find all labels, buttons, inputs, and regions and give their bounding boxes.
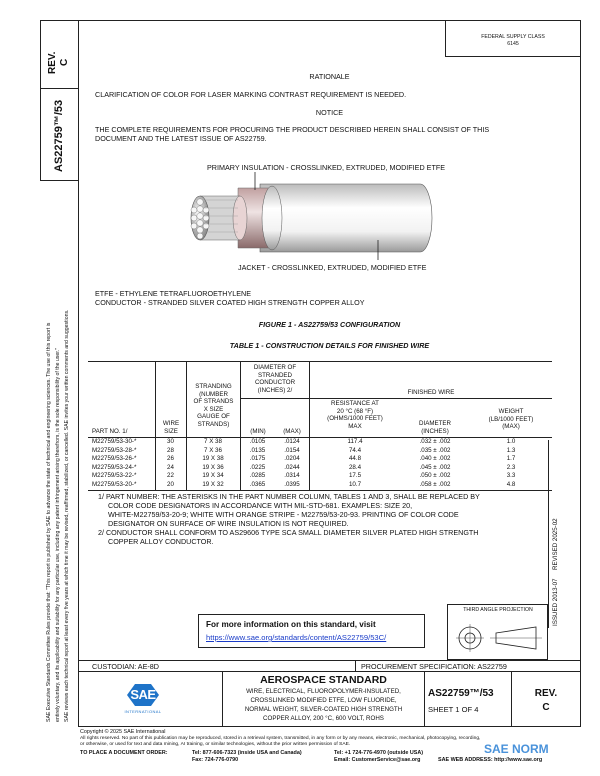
titleblock-row-rule (78, 671, 581, 672)
jacket-label: JACKET - CROSSLINKED, EXTRUDED, MODIFIED ETFE (238, 263, 427, 272)
cell-wire-size: 28 (167, 446, 174, 454)
cell-dia-min: .0285 (249, 472, 266, 480)
notice-line-2: DOCUMENT AND THE LATEST ISSUE OF AS22759. (95, 134, 267, 143)
side-rev-label: REV. (47, 51, 58, 74)
cell-dia-max: .0244 (284, 463, 300, 471)
note-1-line-1: 1/ PART NUMBER: THE ASTERISKS IN THE PART NUMBER COLUMN, TABLES 1 AND 3, SHALL BE REPLACED BY (98, 492, 480, 501)
cell-part-no: M22759/53-20-* (92, 481, 137, 488)
order-tel-intl: Tel: +1 724-776-4970 (outside USA) (334, 750, 424, 756)
issued-date: ISSUED 2013-07 (552, 578, 559, 626)
disclaimer-line-1: SAE Executive Standards Committee Rules provide that: "This report is published by SAE to advance the state of technical and engineering sciences. The use of this report is (46, 322, 52, 722)
table-bottom-rule (88, 490, 552, 491)
note-1-line-2: COLOR CODE DESIGNATORS IN ACCORDANCE WITH MIL-STD-681. EXAMPLES: SIZE 20, (108, 501, 413, 510)
projection-label: THIRD ANGLE PROJECTION (463, 607, 533, 613)
rationale-heading: RATIONALE (309, 72, 350, 81)
cell-wire-size: 22 (167, 472, 174, 480)
cell-weight: 1.7 (506, 455, 516, 463)
cell-weight: 1.0 (506, 438, 516, 445)
hdr-resistance: RESISTANCE AT 20 °C (68 °F) (OHMS/1000 FEET) MAX (327, 400, 383, 430)
sae-logo-text: SAE (130, 687, 156, 702)
disclaimer-line-2: entirely voluntary, and its applicability and suitability for any particular use, including any patent infringement arising therefrom, is the sole responsibility of the user." (55, 348, 61, 722)
frame-top-border (78, 20, 581, 21)
cell-wire-size: 20 (167, 481, 174, 488)
cell-dia-min: .0135 (249, 446, 266, 454)
sheet-number: SHEET 1 OF 4 (428, 705, 479, 714)
table-caption: TABLE 1 - CONSTRUCTION DETAILS FOR FINISHED WIRE (229, 341, 430, 350)
cell-diameter: .035 ± .002 (419, 446, 451, 454)
standard-type: AEROSPACE STANDARD (260, 674, 387, 686)
titleblock-right (580, 660, 581, 727)
cell-stranding: 19 X 32 (202, 481, 224, 488)
cell-stranding: 7 X 36 (204, 446, 222, 454)
etfe-definition: ETFE - ETHYLENE TETRAFLUOROETHYLENE (95, 289, 252, 298)
procurement-spec: PROCUREMENT SPECIFICATION: AS22759 (361, 662, 507, 671)
cell-wire-size: 24 (167, 463, 174, 471)
third-angle-projection-icon (450, 618, 546, 656)
cell-part-no: M22759/53-24-* (92, 463, 137, 471)
figure-caption: FIGURE 1 - AS22759/53 CONFIGURATION (258, 320, 401, 329)
table-row (88, 481, 552, 490)
cell-resistance: 10.7 (348, 481, 362, 488)
sae-logo-subtext: INTERNATIONAL (124, 709, 162, 714)
hdr-stranding: STRANDING (NUMBER OF STRANDS X SIZE GAUGE OF STRANDS) (193, 383, 234, 428)
note-2-line-1: 2/ CONDUCTOR SHALL CONFORM TO AS29606 TYPE SCA SMALL DIAMETER SILVER PLATED HIGH STRENGTH (98, 528, 479, 537)
cell-resistance: 117.4 (347, 438, 363, 445)
table-hline-finished (310, 398, 552, 399)
hdr-wire-size: WIRE SIZE (162, 420, 180, 435)
rev-box-divider (40, 88, 78, 89)
supply-class-line2: 6145 (507, 41, 519, 47)
watermark-text: SAE NORM (484, 742, 549, 756)
note-1-line-3: WHITE-M22759/53-20-9; WHITE WITH ORANGE STRIPE - M22759/53-20-93. PRINTING OF COLOR CODE (108, 510, 459, 519)
hdr-max: (MAX) (283, 428, 301, 435)
cell-resistance: 17.5 (348, 472, 362, 480)
rationale-text: CLARIFICATION OF COLOR FOR LASER MARKING CONTRAST REQUIREMENT IS NEEDED. (95, 90, 407, 99)
cell-stranding: 7 X 38 (204, 438, 222, 445)
hdr-min: (MIN) (250, 428, 266, 435)
document-title: WIRE, ELECTRICAL, FLUOROPOLYMER-INSULATED, CROSSLINKED MODIFIED ETFE, LOW FLUORIDE, NORMAL WEIGHT, SILVER-COATED HIGH STRENGTH COPPER ALLOY, 200 °C, 600 VOLT, ROHS (244, 688, 403, 722)
hdr-weight: WEIGHT (LB/1000 FEET) (MAX) (488, 408, 534, 430)
notice-heading: NOTICE (315, 108, 344, 117)
cell-stranding: 19 X 34 (202, 472, 224, 480)
info-heading: For more information on this standard, visit (206, 620, 376, 629)
standard-url-link[interactable]: https://www.sae.org/standards/content/AS22759/53C/ (206, 633, 387, 642)
order-email[interactable]: Email: CustomerService@sae.org (334, 757, 421, 763)
notice-line-1: THE COMPLETE REQUIREMENTS FOR PROCURING THE PRODUCT DESCRIBED HEREIN SHALL CONSIST OF THIS (95, 125, 490, 134)
cell-resistance: 44.8 (348, 455, 362, 463)
primary-insulation-label: PRIMARY INSULATION - CROSSLINKED, EXTRUDED, MODIFIED ETFE (207, 163, 446, 172)
rights-line-2: or otherwise, or used for text and data mining, AI training, or similar technologies, without the prior written permission of SAE. (80, 742, 351, 747)
titleblock-rev-label: REV. (534, 688, 558, 699)
disclaimer-line-3: SAE reviews each technical report at least every five years at which time it may be revised, reaffirmed, stabilized, or cancelled. SAE invites your written comments and suggestions. (64, 309, 70, 722)
conductor-definition: CONDUCTOR - STRANDED SILVER COATED HIGH STRENGTH COPPER ALLOY (95, 298, 365, 307)
table-row (88, 447, 552, 456)
cell-dia-max: .0395 (284, 481, 300, 488)
custodian: CUSTODIAN: AE-8D (92, 662, 159, 671)
cell-diameter: .058 ± .002 (419, 481, 451, 488)
cell-diameter: .050 ± .002 (419, 472, 451, 480)
revised-date: REVISED 2025-02 (552, 518, 559, 570)
cell-dia-min: .0105 (249, 438, 266, 445)
table-row (88, 464, 552, 473)
cell-wire-size: 26 (167, 455, 174, 463)
cell-dia-min: .0175 (249, 455, 266, 463)
side-rev-value: C (59, 58, 70, 66)
cell-wire-size: 30 (167, 438, 174, 445)
cell-part-no: M22759/53-26-* (92, 455, 137, 463)
cell-weight: 2.3 (506, 463, 516, 471)
cell-resistance: 74.4 (348, 446, 362, 454)
cell-part-no: M22759/53-28-* (92, 446, 137, 454)
cell-diameter: .045 ± .002 (419, 463, 451, 471)
cell-stranding: 19 X 38 (202, 455, 224, 463)
note-1-line-4: DESIGNATOR ON SURFACE OF WIRE INSULATION IS NOT REQUIRED. (108, 519, 349, 528)
frame-right-border (580, 20, 581, 660)
rights-line-1: All rights reserved. No part of this publication may be reproduced, stored in a retrieval system, transmitted, in any form or by any means, electronic, mechanical, photocopying, recording, (80, 736, 481, 741)
cell-part-no: M22759/53-22-* (92, 472, 137, 480)
supply-class-line1: FEDERAL SUPPLY CLASS (481, 34, 545, 40)
cell-dia-min: .0365 (249, 481, 266, 488)
cell-resistance: 28.4 (348, 463, 362, 471)
titleblock-bottom (78, 726, 581, 727)
docnum-box-bottom (40, 180, 78, 181)
table-top-rule (88, 361, 552, 362)
cell-dia-max: .0204 (284, 455, 300, 463)
hdr-finished-wire: FINISHED WIRE (407, 389, 455, 396)
copyright: Copyright © 2025 SAE International (80, 729, 166, 735)
cell-weight: 1.3 (506, 446, 516, 454)
sae-web-address[interactable]: SAE WEB ADDRESS: http://www.sae.org (438, 757, 543, 763)
hdr-diameter-inches: DIAMETER (INCHES) (419, 420, 451, 435)
titleblock-rev-value: C (542, 702, 550, 713)
rev-box-top (40, 20, 78, 21)
order-tel: Tel: 877-606-7323 (inside USA and Canada) (192, 750, 302, 756)
titleblock-doc-number: AS22759™/53 (428, 688, 494, 699)
cell-part-no: M22759/53-30-* (92, 438, 137, 445)
note-2-line-2: COPPER ALLOY CONDUCTOR. (108, 537, 214, 546)
cell-dia-max: .0314 (284, 472, 300, 480)
sae-logo (126, 683, 160, 707)
cell-weight: 4.8 (506, 481, 516, 488)
titleblock-title-divider (424, 671, 425, 726)
supply-box-bottom (445, 56, 581, 57)
cell-diameter: .032 ± .002 (419, 438, 451, 445)
cell-dia-max: .0154 (284, 446, 300, 454)
hdr-part-no: PART NO. 1/ (92, 428, 128, 435)
titleblock-left (78, 660, 79, 727)
side-doc-number: AS22759™/53 (53, 99, 65, 172)
table-row (88, 455, 552, 464)
table-row (88, 438, 552, 447)
wire-cable-illustration (180, 172, 460, 262)
order-fax: Fax: 724-776-0790 (192, 757, 239, 763)
cell-diameter: .040 ± .002 (419, 455, 451, 463)
table-hline-conductor (241, 398, 309, 399)
rev-box-left (40, 20, 41, 180)
titleblock-custodian-divider (355, 660, 356, 671)
cell-weight: 3.3 (506, 472, 516, 480)
hdr-diameter: DIAMETER OF STRANDED CONDUCTOR (INCHES) 2/ (253, 364, 297, 394)
titleblock-top (78, 660, 581, 661)
order-label: TO PLACE A DOCUMENT ORDER: (80, 750, 168, 756)
cell-dia-min: .0225 (249, 463, 266, 471)
cell-dia-max: .0124 (284, 438, 300, 445)
table-row (88, 472, 552, 481)
cell-stranding: 19 X 36 (202, 463, 224, 471)
